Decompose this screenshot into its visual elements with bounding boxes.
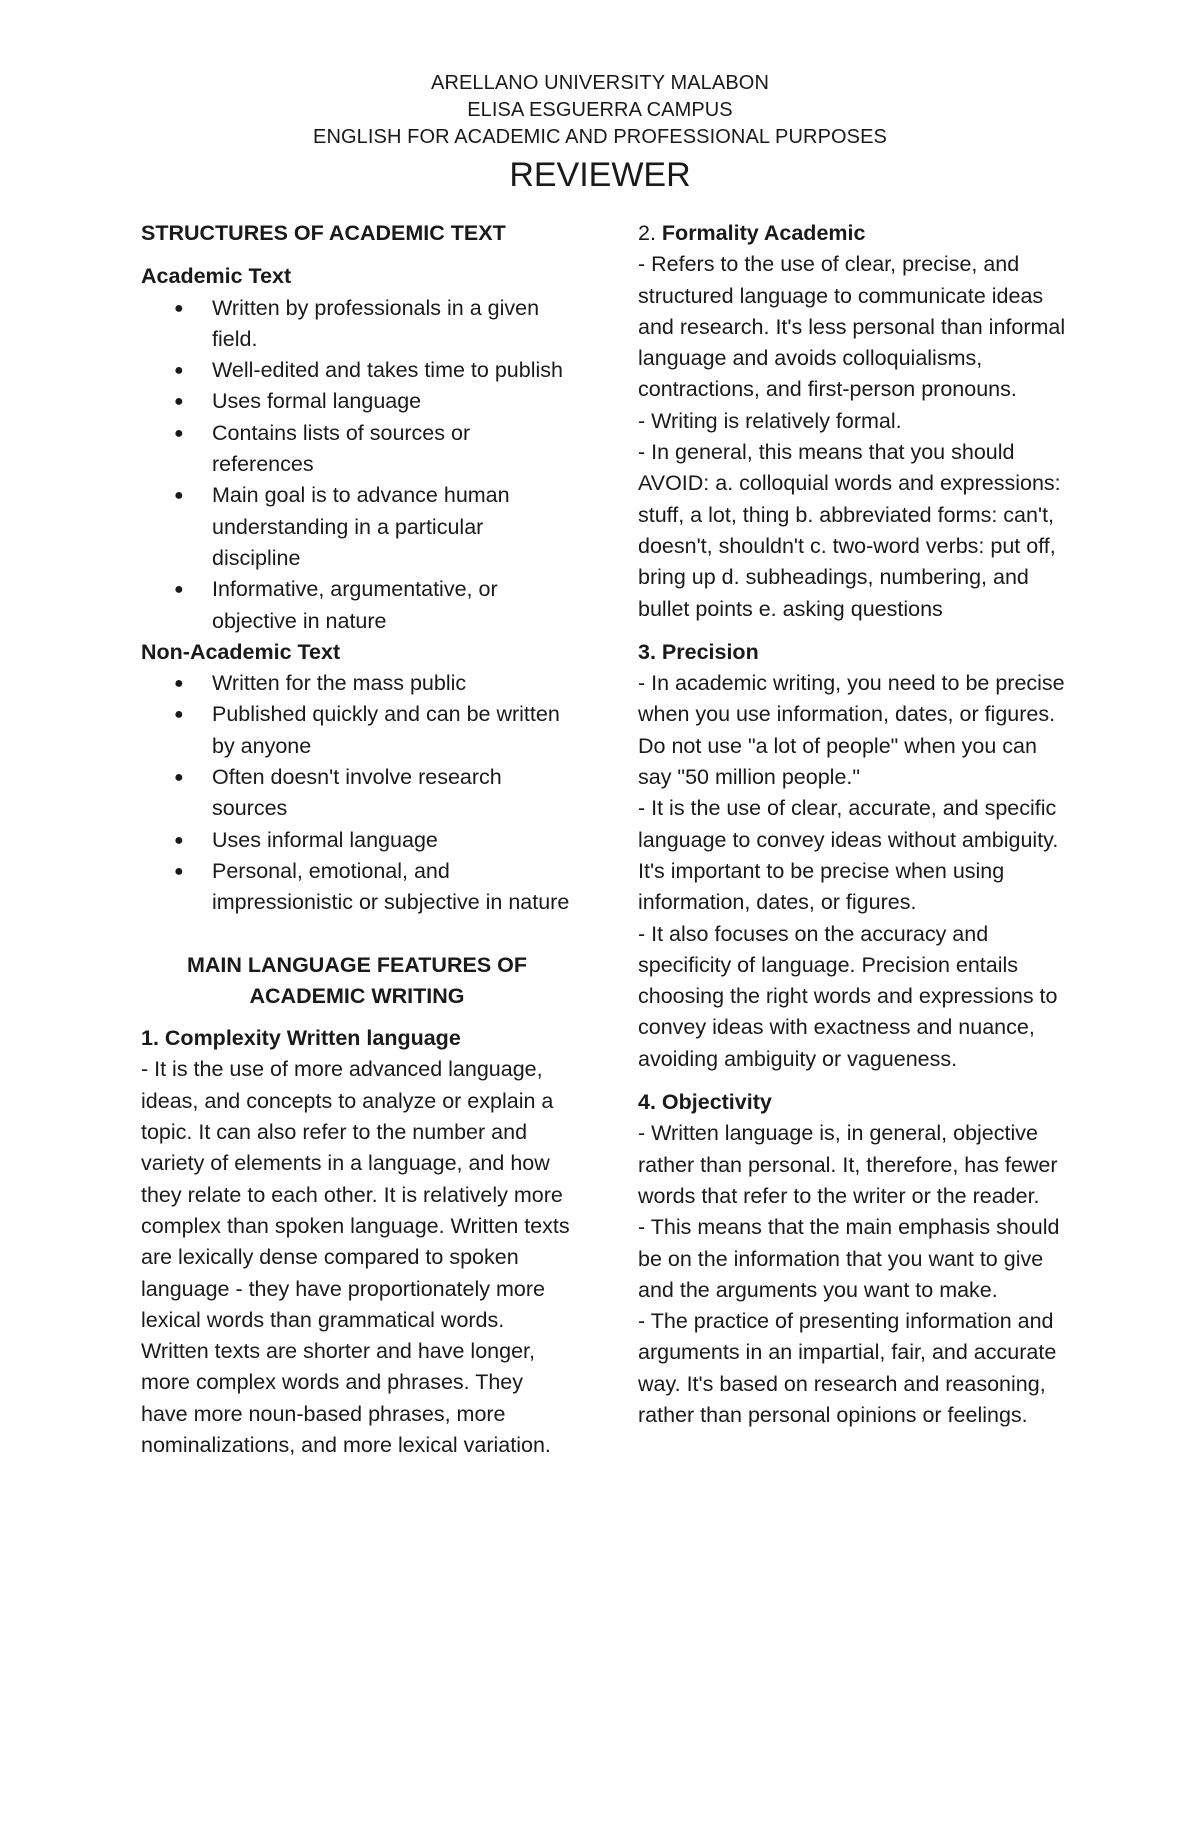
list-item-text: Informative, argumentative, or objective in nature [212,577,498,633]
list-item-text: Uses informal language [212,827,438,852]
bullet-icon: ● [174,706,184,724]
bullet-icon: ● [174,862,184,880]
list-item [141,386,573,417]
objectivity-paragraph: - Written language is, in general, objective rather than personal. It, therefore, has fewer words that refer to the writer or the reader. [638,1121,1058,1208]
precision-heading: 3. Precision [638,639,759,664]
list-item [141,762,573,825]
list-item [141,856,573,919]
list-item-text: Contains lists of sources or references [212,420,471,477]
list-item [141,293,573,356]
right-column [638,218,1070,1431]
academic-text-list [141,293,573,637]
list-item-text: Personal, emotional, and impressionistic or subjective in nature [212,858,570,915]
list-item [141,418,573,481]
precision-paragraph: - It is the use of clear, accurate, and specific language to convey ideas without ambiguity. It's important to be precise when using information, dates, or figures. [638,796,1059,915]
bullet-icon: ● [174,362,184,380]
formality-number: 2. [638,221,656,245]
list-item-text: Uses formal language [212,389,422,414]
course-title: ENGLISH FOR ACADEMIC AND PROFESSIONAL PURPOSES [313,126,887,148]
list-item [141,355,573,386]
list-item-text: Written by professionals in a given field. [212,295,540,351]
section-title-language-features: MAIN LANGUAGE FEATURES OF ACADEMIC WRITING [186,952,527,1008]
objectivity-heading: 4. Objectivity [638,1090,772,1115]
bullet-icon: ● [174,675,184,693]
university-name: ARELLANO UNIVERSITY MALABON [431,72,769,94]
formality-heading [638,218,1070,249]
document-header [0,70,1200,197]
list-item-text: Published quickly and can be written by anyone [212,702,560,758]
list-item [141,574,573,637]
bullet-icon: ● [174,831,184,849]
list-item [141,668,573,699]
bullet-icon: ● [174,581,184,599]
formality-heading-text: Formality Academic [661,221,866,245]
complexity-paragraph: - It is the use of more advanced language, ideas, and concepts to analyze or explain a topic. It can also refer to the number and variety of elements in a language, and how they relate to each other. It is relatively more complex than spoken language. Written texts are lexically dense compared to spoken language - they have proportionately more lexical words than grammatical words. Written texts are shorter and have longer, more complex words and phrases. They have more noun-based phrases, more nominalizations, and more lexical variation. [141,1057,570,1457]
list-item [141,699,573,762]
section-title-structures: STRUCTURES OF ACADEMIC TEXT [141,221,506,245]
formality-paragraph: - In general, this means that you should AVOID: a. colloquial words and expressions: stuff, a lot, thing b. abbreviated forms: can't, doesn't, shouldn't c. two-word verbs: put off, bring up d. subheadings, numbering, and bullet points e. asking questions [638,440,1061,621]
formality-paragraph: - Refers to the use of clear, precise, and structured language to communicate ideas and research. It's less personal than informal language and avoids colloquialisms, contractions, and first-person pronouns. [638,252,1066,402]
bullet-icon: ● [174,299,184,317]
list-item-text: Often doesn't involve research sources [212,765,502,821]
list-item [141,480,573,574]
list-item-text: Written for the mass public [212,671,467,696]
list-item-text: Well-edited and takes time to publish [212,358,563,383]
bullet-icon: ● [174,424,184,442]
objectivity-paragraph: - The practice of presenting information and arguments in an impartial, fair, and accurate way. It's based on research and reasoning, rather than personal opinions or feelings. [638,1309,1057,1427]
non-academic-text-heading: Non-Academic Text [141,639,341,664]
formality-paragraph: - Writing is relatively formal. [638,408,902,433]
left-column [141,218,573,1461]
list-item [141,825,573,856]
list-item-text: Main goal is to advance human understanding in a particular discipline [212,483,510,570]
bullet-icon: ● [174,393,184,411]
non-academic-text-list [141,668,573,918]
objectivity-paragraph: - This means that the main emphasis should be on the information that you want to give and the arguments you want to make. [638,1215,1060,1302]
page-title: REVIEWER [509,156,691,194]
bullet-icon: ● [174,769,184,787]
academic-text-heading: Academic Text [141,264,292,289]
complexity-heading: 1. Complexity Written language [141,1026,461,1051]
precision-paragraph: - In academic writing, you need to be precise when you use information, dates, or figures. Do not use "a lot of people" when you can say "50 million people." [638,671,1065,790]
precision-paragraph: - It also focuses on the accuracy and specificity of language. Precision entails choosing the right words and expressions to convey ideas with exactness and nuance, avoiding ambiguity or vagueness. [638,921,1058,1071]
bullet-icon: ● [174,487,184,505]
campus-name: ELISA ESGUERRA CAMPUS [467,99,733,121]
